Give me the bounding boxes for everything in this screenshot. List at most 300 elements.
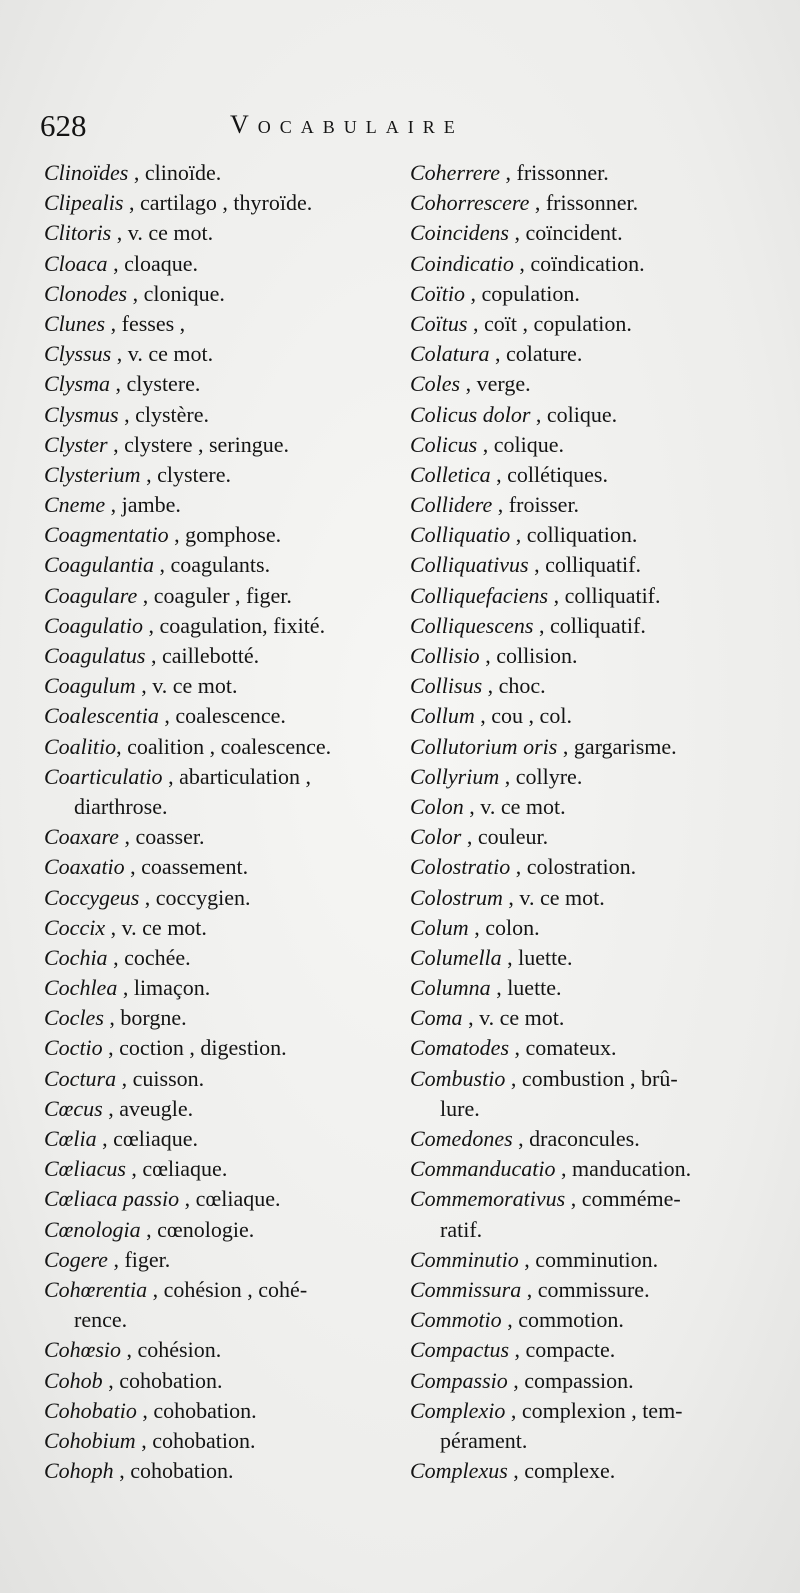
entry-term: Coïtus <box>410 310 468 336</box>
entry-term: Colicus <box>410 431 478 457</box>
entry-separator: , <box>529 190 546 216</box>
entry-separator: , <box>505 1065 522 1091</box>
dictionary-entry <box>410 158 760 188</box>
entry-term: Clinoïdes <box>44 160 129 185</box>
dictionary-entry <box>44 1275 394 1305</box>
dictionary-entry <box>44 883 394 913</box>
entry-separator: , <box>179 1186 196 1212</box>
entry-separator: , <box>143 612 160 638</box>
entry-term: Coaxare <box>44 824 119 850</box>
entry-separator: , <box>117 975 134 1001</box>
entry-definition: froisser. <box>508 492 580 518</box>
dictionary-entry <box>410 701 760 731</box>
dictionary-entry <box>410 852 760 882</box>
dictionary-entry <box>410 430 760 460</box>
dictionary-entry <box>410 400 760 430</box>
dictionary-entry <box>44 973 394 1003</box>
entry-term: Coles <box>410 371 461 397</box>
entry-separator: , <box>107 250 125 276</box>
entry-separator: , <box>501 944 519 970</box>
entry-separator: , <box>107 944 125 970</box>
entry-separator: , <box>465 280 482 306</box>
entry-separator: , <box>124 854 142 880</box>
dictionary-entry <box>410 188 760 218</box>
entry-definition: manducation. <box>571 1156 692 1182</box>
dictionary-entry <box>44 701 394 731</box>
entry-definition: cohésion. <box>137 1337 222 1363</box>
entry-separator: , <box>502 884 520 910</box>
entry-separator: , <box>479 643 497 668</box>
dictionary-entry <box>410 611 760 641</box>
entry-definition: coagulants. <box>170 552 271 578</box>
entry-term: Combustio <box>410 1065 506 1091</box>
entry-definition: coassement. <box>141 854 249 880</box>
entry-definition: cohobation. <box>130 1458 234 1484</box>
entry-definition: colliquation. <box>526 522 638 548</box>
dictionary-entry <box>44 490 394 520</box>
entry-term: Cohœrentia <box>44 1276 148 1302</box>
entry-definition: v. ce mot. <box>152 673 238 699</box>
entry-definition: v. ce mot. <box>519 884 605 910</box>
entry-definition: comateux. <box>525 1035 617 1061</box>
entry-term: Coagulantia <box>44 552 155 578</box>
entry-separator: , <box>468 914 486 940</box>
entry-separator: , <box>510 854 527 880</box>
entry-definition: compassion. <box>524 1367 634 1393</box>
right-column <box>410 158 760 1486</box>
dictionary-entry <box>410 460 760 490</box>
entry-term: Cohobium <box>44 1427 136 1453</box>
entry-definition: cohobation. <box>153 1397 257 1423</box>
dictionary-entry <box>44 1003 394 1033</box>
entry-separator: , <box>110 371 127 397</box>
dictionary-entry <box>44 913 394 943</box>
entry-definition: cohobation. <box>152 1427 256 1453</box>
entry-term: Coindicatio <box>410 250 514 276</box>
entry-separator: , <box>102 1367 120 1393</box>
entry-term: Cœcus <box>44 1095 103 1121</box>
entry-definition: clonique. <box>143 280 225 306</box>
entry-continuation <box>44 1305 394 1335</box>
entry-definition: gomphose. <box>185 522 282 548</box>
dictionary-entry <box>44 943 394 973</box>
entry-separator: , <box>521 1276 538 1302</box>
dictionary-entry <box>410 732 760 762</box>
dictionary-entry <box>44 430 394 460</box>
entry-term: Clyster <box>44 431 108 457</box>
entry-continuation <box>410 1094 760 1124</box>
dictionary-entry <box>410 490 760 520</box>
dictionary-entry <box>44 369 394 399</box>
entry-term: Clipealis <box>44 190 124 216</box>
entry-term: Clyssus <box>44 341 112 367</box>
dictionary-entry <box>44 641 394 671</box>
entry-separator: , <box>136 1397 154 1423</box>
dictionary-entry <box>44 279 394 309</box>
entry-separator: , <box>145 643 162 668</box>
dictionary-entry <box>44 762 394 792</box>
entry-term: Color <box>410 824 462 850</box>
entry-separator: , <box>509 1035 526 1061</box>
entry-definition: cohobation. <box>119 1367 223 1393</box>
entry-separator: , <box>565 1186 582 1212</box>
entry-definition: compacte. <box>525 1337 616 1363</box>
entry-term: Collidere <box>410 492 493 518</box>
left-column <box>44 158 394 1486</box>
entry-term: Clunes <box>44 310 106 336</box>
entry-separator: , <box>490 461 508 487</box>
entry-separator: , <box>102 1095 120 1121</box>
entry-term: Clysma <box>44 371 110 397</box>
entry-term: Cocles <box>44 1005 104 1031</box>
dictionary-entry <box>44 1456 394 1486</box>
entry-definition: colostration. <box>526 854 637 880</box>
dictionary-entry <box>44 1215 394 1245</box>
entry-separator: , <box>512 1126 530 1151</box>
entry-separator: , <box>111 220 128 246</box>
entry-definition: cohésion , cohé- <box>163 1276 308 1302</box>
entry-term: Clitoris <box>44 220 112 246</box>
dictionary-entry <box>44 611 394 641</box>
entry-term: Cohœsio <box>44 1337 122 1363</box>
entry-term: Cœlia <box>44 1126 97 1151</box>
entry-term: Commemorativus <box>410 1186 566 1212</box>
entry-separator: , <box>127 280 144 306</box>
dictionary-entry <box>44 460 394 490</box>
entry-definition: coagulation, fixité. <box>159 612 326 638</box>
entry-definition: comminution. <box>535 1246 659 1272</box>
entry-separator: , <box>513 250 531 276</box>
entry-definition: cou , col. <box>491 703 572 729</box>
entry-definition: clystere. <box>157 461 231 487</box>
entry-definition: coccygien. <box>155 884 251 910</box>
entry-term: Coagulatio <box>44 612 144 638</box>
dictionary-entry <box>410 1366 760 1396</box>
entry-definition: aveugle. <box>119 1095 194 1121</box>
entry-separator: , <box>107 431 125 457</box>
dictionary-entry <box>410 1305 760 1335</box>
entry-separator: , <box>168 522 186 548</box>
entry-term: Collum <box>410 703 475 729</box>
entry-separator: , <box>505 1397 522 1423</box>
entry-definition: colon. <box>485 914 540 940</box>
page-header <box>40 108 780 152</box>
dictionary-entry <box>44 732 394 762</box>
entry-term: Cohorrescere <box>410 190 530 216</box>
entry-definition: collision. <box>496 643 578 668</box>
entry-separator: , <box>507 1367 525 1393</box>
dictionary-entry <box>410 943 760 973</box>
entry-definition: copulation. <box>481 280 580 306</box>
dictionary-entry <box>410 309 760 339</box>
entry-separator: , <box>462 1005 480 1031</box>
entry-term: Cohob <box>44 1367 103 1393</box>
entry-separator: , <box>102 1035 120 1061</box>
dictionary-entry <box>44 1124 394 1154</box>
entry-separator: , <box>140 1216 158 1242</box>
dictionary-entry <box>44 188 394 218</box>
entry-separator: , <box>509 1337 526 1363</box>
entry-term: Cœnologia <box>44 1216 141 1242</box>
entry-separator: , <box>128 160 145 185</box>
entry-separator: , <box>533 612 550 638</box>
dictionary-entry <box>44 1396 394 1426</box>
entry-term: Coherrere <box>410 160 501 185</box>
entry-definition: coït , copulation. <box>483 310 632 336</box>
entry-separator: , <box>548 582 565 608</box>
entry-separator: , <box>557 733 574 759</box>
entry-separator: , <box>107 1246 125 1272</box>
entry-term: Comedones <box>410 1126 513 1151</box>
entry-term: Coalescentia <box>44 703 159 729</box>
dictionary-entry <box>44 400 394 430</box>
entry-definition: cochée. <box>124 944 191 970</box>
entry-term: Coalitio <box>44 733 117 759</box>
entry-definition: clinoïde. <box>144 160 222 185</box>
entry-definition: cuisson. <box>132 1065 205 1091</box>
dictionary-entry <box>44 339 394 369</box>
entry-term: Colum <box>410 914 469 940</box>
entry-definition: coïncident. <box>525 220 623 246</box>
entry-term: Cloaca <box>44 250 108 276</box>
entry-separator: , <box>477 431 494 457</box>
entry-definition: verge. <box>476 371 531 397</box>
dictionary-entry <box>410 1335 760 1365</box>
entry-continuation <box>410 1426 760 1456</box>
dictionary-entry <box>410 641 760 671</box>
entry-term: Coagmentatio <box>44 522 169 548</box>
entry-term: Cœliaca passio <box>44 1186 180 1212</box>
entry-continuation <box>410 1215 760 1245</box>
dictionary-entry <box>44 158 394 188</box>
dictionary-entry <box>410 1154 760 1184</box>
dictionary-entry <box>410 913 760 943</box>
running-head: Vocabulaire <box>230 110 464 139</box>
entry-separator: , <box>96 1126 114 1151</box>
dictionary-entry <box>44 581 394 611</box>
entry-separator: , <box>460 371 477 397</box>
entry-term: Colliquefaciens <box>410 582 549 608</box>
entry-term: Clonodes <box>44 280 128 306</box>
dictionary-entry <box>44 1033 394 1063</box>
entry-term: Colatura <box>410 341 490 367</box>
entry-term: Commotio <box>410 1307 502 1333</box>
dictionary-entry <box>44 1366 394 1396</box>
entry-definition: cœliaque. <box>142 1156 228 1182</box>
entry-separator: , <box>492 492 509 518</box>
entry-separator: , <box>482 673 499 699</box>
dictionary-entry <box>410 218 760 248</box>
dictionary-entry <box>410 1003 760 1033</box>
dictionary-entry <box>410 339 760 369</box>
entry-definition: frissonner. <box>545 190 639 216</box>
entry-term: Colletica <box>410 461 491 487</box>
entry-term: Cohobatio <box>44 1397 137 1423</box>
entry-definition: rence. <box>74 1307 128 1333</box>
entry-separator: , <box>510 522 527 548</box>
entry-definition: diarthrose. <box>74 793 168 819</box>
dictionary-entry <box>410 973 760 1003</box>
entry-term: Coincidens <box>410 220 509 246</box>
entry-separator: , <box>140 461 158 487</box>
dictionary-entry <box>44 852 394 882</box>
entry-term: Columella <box>410 944 502 970</box>
entry-definition: collétiques. <box>507 461 608 487</box>
entry-definition: limaçon. <box>133 975 211 1001</box>
entry-definition: cloaque. <box>124 250 198 276</box>
dictionary-entry <box>410 1184 760 1214</box>
entry-definition: jambe. <box>121 492 181 518</box>
dictionary-entry <box>44 1335 394 1365</box>
entry-separator: , <box>489 341 506 367</box>
entry-term: Cohoph <box>44 1458 114 1484</box>
entry-definition: borgne. <box>120 1005 187 1031</box>
entry-separator: , <box>103 1005 121 1031</box>
entry-definition: v. ce mot. <box>480 793 566 819</box>
entry-definition: complexe. <box>524 1458 616 1484</box>
entry-term: Colliquatio <box>410 522 511 548</box>
entry-separator: , <box>137 582 154 608</box>
entry-definition: colature. <box>505 341 583 367</box>
dictionary-entry <box>44 1184 394 1214</box>
entry-definition: figer. <box>124 1246 171 1272</box>
dictionary-entry <box>44 1245 394 1275</box>
dictionary-entry <box>44 1426 394 1456</box>
entry-separator: , <box>116 733 128 759</box>
entry-term: Coma <box>410 1005 463 1031</box>
entry-term: Columna <box>410 975 491 1001</box>
dictionary-entry <box>44 1154 394 1184</box>
entry-term: Comminutio <box>410 1246 519 1272</box>
entry-definition: coalescence. <box>175 703 286 729</box>
entry-term: Compactus <box>410 1337 509 1363</box>
entry-definition: draconcules. <box>529 1126 640 1151</box>
entry-definition: clystere , seringue. <box>124 431 289 457</box>
dictionary-entry <box>410 671 760 701</box>
entry-definition: v. ce mot. <box>479 1005 565 1031</box>
dictionary-entry <box>44 309 394 339</box>
entry-separator: , <box>490 975 508 1001</box>
entry-definition: coïndication. <box>530 250 645 276</box>
entry-definition: commissure. <box>537 1276 650 1302</box>
entry-separator: , <box>507 1458 525 1484</box>
entry-definition: colique. <box>546 401 618 427</box>
entry-definition: cœliaque. <box>113 1126 198 1151</box>
entry-term: Clysmus <box>44 401 119 427</box>
entry-definition: v. ce mot. <box>121 914 207 940</box>
dictionary-entry <box>410 792 760 822</box>
entry-definition: comméme- <box>581 1186 681 1212</box>
dictionary-entry <box>410 1064 760 1094</box>
entry-definition: cœnologie. <box>157 1216 255 1242</box>
entry-definition: ratif. <box>440 1216 483 1242</box>
entry-definition: v. ce mot. <box>127 220 214 246</box>
entry-term: Coccygeus <box>44 884 140 910</box>
dictionary-entry <box>44 1064 394 1094</box>
entry-separator: , <box>105 310 122 336</box>
entry-definition: coaguler , figer. <box>153 582 292 608</box>
entry-term: Cogere <box>44 1246 108 1272</box>
entry-separator: , <box>118 401 136 427</box>
entry-term: Colliquescens <box>410 612 534 638</box>
entry-definition: luette. <box>507 975 562 1001</box>
dictionary-entry <box>410 581 760 611</box>
entry-definition: abarticulation , <box>179 763 312 789</box>
dictionary-entry <box>44 671 394 701</box>
entry-separator: , <box>113 1458 131 1484</box>
dictionary-entry <box>410 822 760 852</box>
entry-term: Cochlea <box>44 975 118 1001</box>
entry-separator: , <box>147 1276 164 1302</box>
dictionary-entry <box>44 550 394 580</box>
entry-term: Colostratio <box>410 854 511 880</box>
entry-separator: , <box>105 492 122 518</box>
page-number: 628 <box>40 108 87 143</box>
dictionary-entry <box>44 520 394 550</box>
entry-term: Coctio <box>44 1035 103 1061</box>
entry-separator: , <box>463 793 481 819</box>
dictionary-entry <box>410 520 760 550</box>
entry-continuation <box>44 792 394 822</box>
entry-definition: frissonner. <box>516 160 609 185</box>
entry-definition: collyre. <box>515 763 583 789</box>
entry-separator: , <box>474 703 492 729</box>
entry-definition: cartilago , thyroïde. <box>139 190 313 216</box>
entry-term: Clysterium <box>44 461 141 487</box>
entry-separator: , <box>116 1065 133 1091</box>
dictionary-entry <box>410 249 760 279</box>
entry-separator: , <box>530 401 547 427</box>
entry-term: Commanducatio <box>410 1156 556 1182</box>
entry-term: Compassio <box>410 1367 508 1393</box>
entry-separator: , <box>499 763 516 789</box>
entry-term: Colon <box>410 793 464 819</box>
entry-separator: , <box>135 673 153 699</box>
entry-term: Complexus <box>410 1458 508 1484</box>
dictionary-entry <box>410 1033 760 1063</box>
entry-term: Collisus <box>410 673 483 699</box>
entry-definition: couleur. <box>477 824 549 850</box>
dictionary-entry <box>410 279 760 309</box>
entry-definition: coasser. <box>135 824 205 850</box>
entry-term: Collutorium oris <box>410 733 558 759</box>
entry-definition: caillebotté. <box>161 643 260 668</box>
entry-separator: , <box>158 703 176 729</box>
entry-term: Cneme <box>44 492 106 518</box>
entry-term: Coarticulatio <box>44 763 163 789</box>
dictionary-entry <box>44 249 394 279</box>
entry-separator: , <box>162 763 180 789</box>
entry-definition: pérament. <box>440 1427 528 1453</box>
entry-separator: , <box>139 884 156 910</box>
dictionary-entry <box>410 550 760 580</box>
dictionary-entry <box>410 1245 760 1275</box>
entry-term: Collisio <box>410 643 480 668</box>
entry-separator: , <box>501 1307 519 1333</box>
entry-term: Coagulare <box>44 582 138 608</box>
dictionary-entry <box>44 1094 394 1124</box>
entry-term: Coctura <box>44 1065 117 1091</box>
entry-separator: , <box>500 160 517 185</box>
entry-definition: choc. <box>498 673 546 699</box>
entry-term: Coaxatio <box>44 854 125 880</box>
entry-term: Comatodes <box>410 1035 509 1061</box>
entry-definition: lure. <box>440 1095 480 1121</box>
dictionary-entry <box>44 822 394 852</box>
entry-definition: clystere. <box>126 371 201 397</box>
entry-separator: , <box>123 190 140 216</box>
dictionary-entry <box>410 762 760 792</box>
